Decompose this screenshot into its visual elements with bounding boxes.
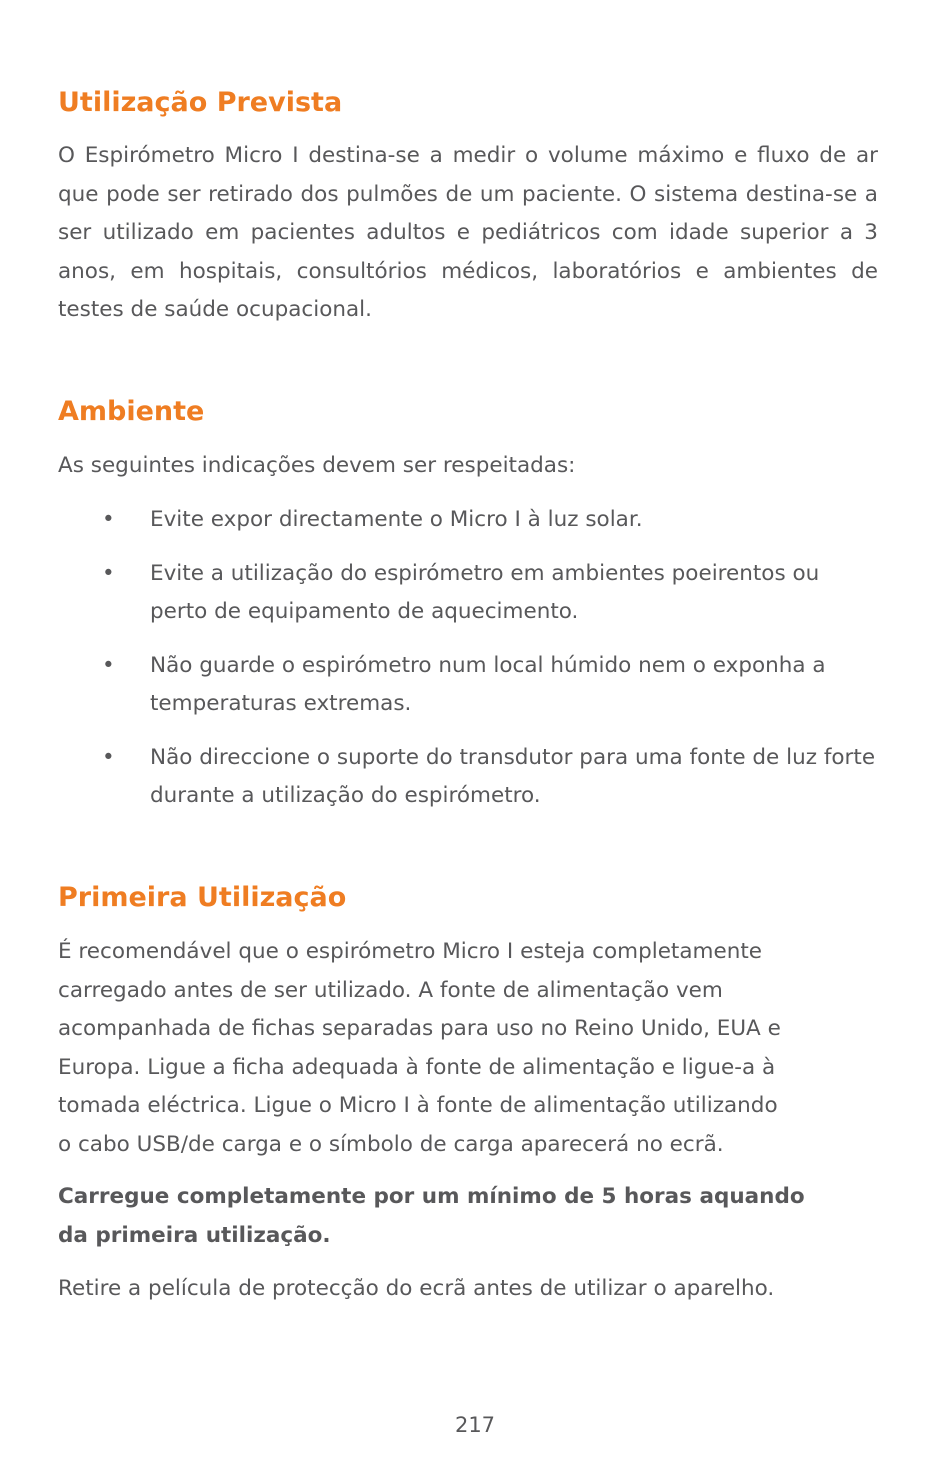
section-heading-utilizacao-prevista: Utilização Prevista — [58, 87, 343, 118]
list-item — [58, 555, 878, 632]
list-item — [58, 647, 878, 724]
intended-use-paragraph: O Espirómetro Micro I destina-se a medir o volume máximo e fluxo de ar que pode ser retirado dos pulmões de um paciente. O sistema destina-se a ser utilizado em pacientes adultos e pediátricos com idade superior a 3 anos, em hospitais, consultórios médicos, laboratórios e ambientes de testes de saúde ocupacional. — [58, 143, 878, 322]
first-use-line: acompanhada de fichas separadas para uso no Reino Unido, EUA e — [58, 1016, 781, 1041]
bullet-icon: • — [102, 507, 115, 532]
environment-intro: As seguintes indicações devem ser respeitadas: — [58, 453, 576, 478]
section-heading-ambiente: Ambiente — [58, 396, 205, 427]
first-use-paragraph — [58, 933, 878, 1164]
list-item — [58, 501, 878, 540]
bullet-icon: • — [102, 560, 115, 586]
list-item-text: Evite a utilização do espirómetro em ambientes poeirentos ou perto de equipamento de aquecimento. — [150, 560, 820, 624]
charging-warning — [58, 1178, 878, 1255]
list-item-text: Não direccione o suporte do transdutor para uma fonte de luz forte durante a utilização do espirómetro. — [150, 744, 876, 808]
charging-warning-line: da primeira utilização. — [58, 1222, 331, 1248]
list-item-text: Evite expor directamente o Micro I à luz solar. — [150, 507, 643, 532]
first-use-line: o cabo USB/de carga e o símbolo de carga aparecerá no ecrã. — [58, 1131, 724, 1157]
section-heading-primeira-utilizacao: Primeira Utilização — [58, 882, 347, 913]
charging-warning-line: Carregue completamente por um mínimo de 5 horas aquando — [58, 1184, 805, 1209]
environment-bullet-list — [58, 501, 878, 831]
screen-film-note: Retire a película de protecção do ecrã antes de utilizar o aparelho. — [58, 1276, 775, 1301]
first-use-line: tomada eléctrica. Ligue o Micro I à fonte de alimentação utilizando — [58, 1093, 778, 1118]
first-use-line: É recomendável que o espirómetro Micro I esteja completamente — [58, 939, 762, 964]
first-use-line: Europa. Ligue a ficha adequada à fonte de alimentação e ligue-a à — [58, 1054, 776, 1080]
list-item — [58, 739, 878, 816]
list-item-text: Não guarde o espirómetro num local húmido nem o exponha a temperaturas extremas. — [150, 652, 826, 716]
bullet-icon: • — [102, 652, 115, 678]
first-use-line: carregado antes de ser utilizado. A fonte de alimentação vem — [58, 977, 723, 1003]
page-number: 217 — [454, 1413, 496, 1437]
bullet-icon: • — [102, 744, 115, 770]
